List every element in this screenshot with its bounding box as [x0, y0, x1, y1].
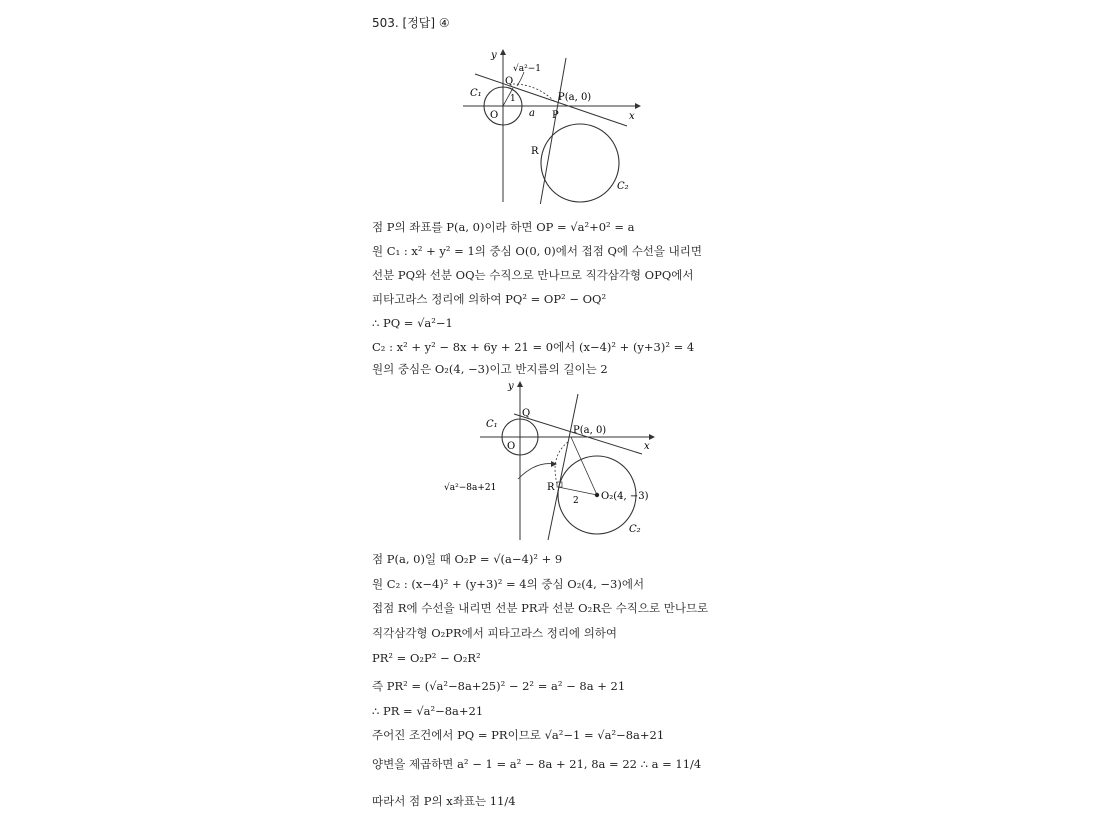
text-line: ∴ PQ = √a²−1	[372, 316, 453, 330]
figure-1	[455, 44, 655, 204]
text-line: 선분 PQ와 선분 OQ는 수직으로 만나므로 직각삼각형 OPQ에서	[372, 268, 694, 282]
radius-two-label: 2	[573, 496, 579, 506]
point-q-label: Q	[522, 408, 531, 419]
point-p-coord-label: P(a, 0)	[573, 425, 607, 436]
point-q-label: Q	[505, 76, 514, 87]
text-line: 원 C₂ : (x−4)² + (y+3)² = 4의 중심 O₂(4, −3)에서	[372, 577, 645, 591]
text-line: 따라서 점 P의 x좌표는 11/4	[372, 794, 516, 808]
pointer-arrow	[517, 72, 524, 86]
origin-label: O	[507, 441, 516, 452]
x-axis-label: x	[644, 441, 650, 452]
pointer-arrowhead-icon	[551, 461, 557, 467]
tangent-line-pr	[548, 394, 578, 540]
pointer-arrow	[518, 464, 554, 479]
text-line: ∴ PR = √a²−8a+21	[372, 704, 484, 718]
y-axis-arrow-icon	[517, 381, 523, 387]
text-line: 원 C₁ : x² + y² = 1의 중심 O(0, 0)에서 접점 Q에 수선을 내리면	[372, 244, 703, 258]
c2-label: C₂	[629, 524, 641, 535]
text-line: 원의 중심은 O₂(4, −3)이고 반지름의 길이는 2	[372, 362, 608, 376]
c1-label: C₁	[486, 419, 498, 430]
center-o2-dot	[595, 493, 599, 497]
text-line: 점 P의 좌표를 P(a, 0)이라 하면 OP = √a²+0² = a	[372, 220, 635, 234]
x-axis-arrow-icon	[649, 434, 655, 440]
y-axis-arrow-icon	[500, 49, 506, 55]
text-line: 직각삼각형 O₂PR에서 피타고라스 정리에 의하여	[372, 626, 618, 640]
problem-header: 503. [정답] ④	[372, 16, 450, 30]
origin-label: O	[490, 110, 499, 121]
c2-label: C₂	[617, 181, 629, 192]
point-r-label: R	[531, 146, 539, 157]
x-axis-label: x	[629, 111, 635, 122]
point-r-label: R	[547, 482, 555, 493]
text-line: 주어진 조건에서 PQ = PR이므로 √a²−1 = √a²−8a+21	[372, 728, 665, 742]
figure-2	[440, 376, 670, 542]
length-a-label: a	[529, 108, 535, 119]
segment-o2r	[558, 487, 597, 495]
x-axis-arrow-icon	[635, 103, 641, 109]
text-line: 양변을 제곱하면 a² − 1 = a² − 8a + 21, 8a = 22 ∴ a = 11/4	[372, 757, 702, 771]
sqrt-label: √a²−8a+21	[444, 483, 497, 493]
center-o2-label: O₂(4, −3)	[601, 491, 649, 502]
y-axis-label: y	[508, 381, 514, 392]
point-p-coord-label: P(a, 0)	[558, 92, 592, 103]
segment-o2p	[571, 437, 597, 495]
point-p-label: P	[552, 110, 559, 121]
tangent-line-pr	[540, 58, 566, 204]
text-line: PR² = O₂P² − O₂R²	[372, 651, 481, 665]
sqrt-label: √a²−1	[513, 64, 541, 74]
c1-label: C₁	[470, 88, 482, 99]
text-line: 점 P(a, 0)일 때 O₂P = √(a−4)² + 9	[372, 552, 563, 566]
radius-one-label: 1	[510, 94, 516, 104]
text-line: C₂ : x² + y² − 8x + 6y + 21 = 0에서 (x−4)² + (y+3)² = 4	[372, 340, 695, 354]
text-line: 즉 PR² = (√a²−8a+25)² − 2² = a² − 8a + 21	[372, 679, 626, 693]
y-axis-label: y	[491, 50, 497, 61]
text-line: 피타고라스 정리에 의하여 PQ² = OP² − OQ²	[372, 292, 607, 306]
text-line: 접점 R에 수선을 내리면 선분 PR과 선분 O₂R은 수직으로 만나므로	[372, 601, 709, 615]
